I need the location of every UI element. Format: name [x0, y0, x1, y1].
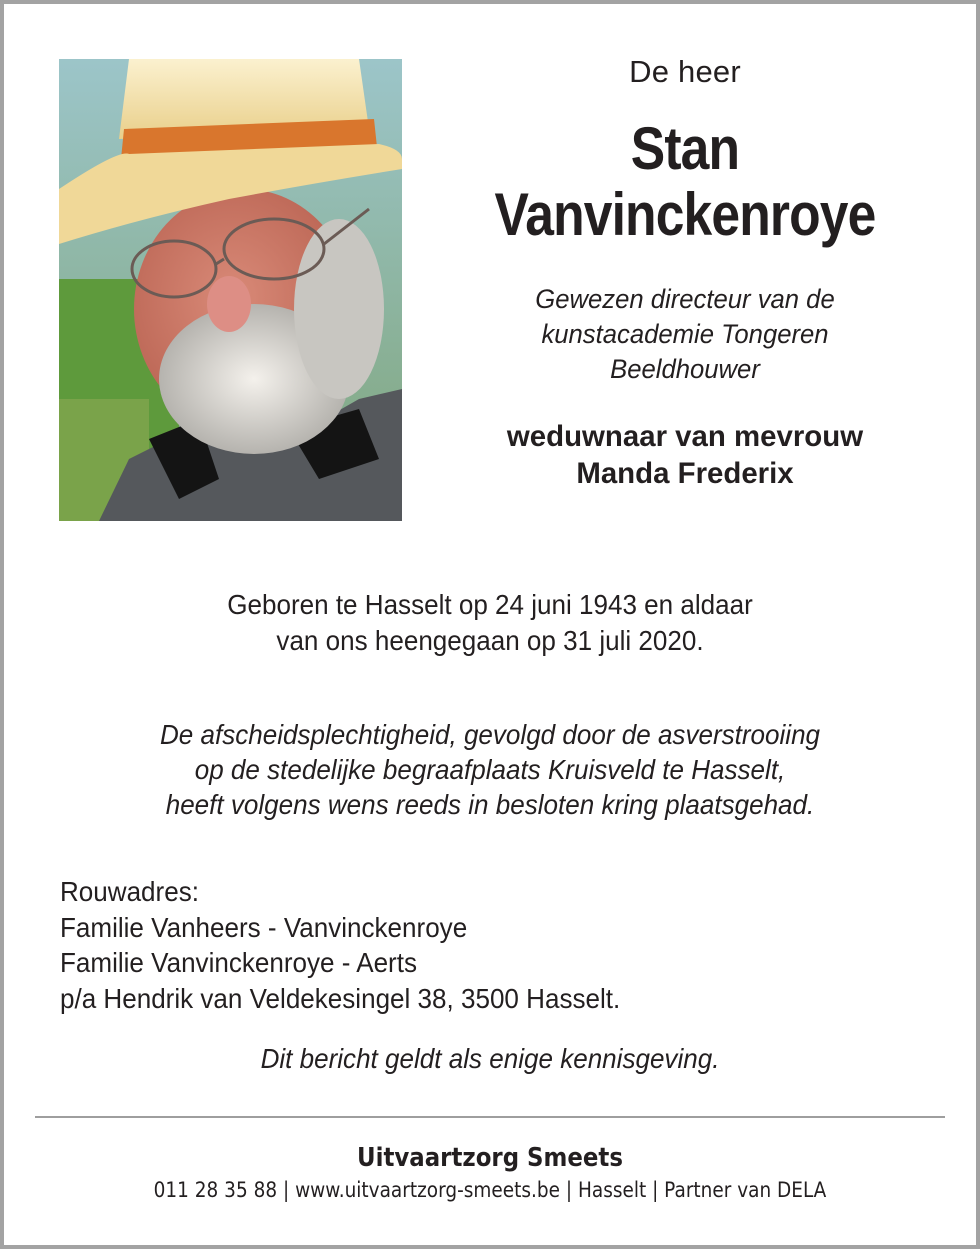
role-line: kunstacademie Tongeren	[541, 319, 829, 349]
ceremony-info	[34, 717, 945, 822]
spouse-line: weduwnaar van mevrouw	[506, 420, 864, 453]
funeral-home-contact: 011 28 35 88 | www.uitvaartzorg-smeets.be | Hasselt | Partner van DELA	[153, 1178, 827, 1202]
deceased-header	[430, 52, 940, 492]
birth-death-info	[34, 587, 945, 659]
footer-divider	[35, 1116, 945, 1118]
footer	[0, 1141, 980, 1204]
last-name: Vanvinckenroye	[494, 181, 876, 248]
death-line: van ons heengegaan op 31 juli 2020.	[276, 625, 704, 656]
salutation: De heer	[629, 54, 741, 89]
spouse-info	[435, 418, 935, 492]
address-line: Familie Vanheers - Vanvinckenroye	[60, 911, 468, 943]
closing-notice: Dit bericht geldt als enige kennisgeving.	[260, 1043, 720, 1074]
portrait-photo	[59, 59, 402, 521]
deceased-name	[466, 116, 905, 248]
address-label: Rouwadres:	[60, 876, 199, 907]
first-name: Stan	[630, 115, 740, 182]
ceremony-line: heeft volgens wens reeds in besloten kring plaatsgehad.	[165, 789, 815, 820]
roles	[443, 282, 928, 387]
funeral-home-name: Uitvaartzorg Smeets	[357, 1143, 623, 1173]
birth-line: Geboren te Hasselt op 24 juni 1943 en aldaar	[227, 589, 753, 620]
address-line: Familie Vanvinckenroye - Aerts	[60, 947, 417, 978]
ceremony-line: De afscheidsplechtigheid, gevolgd door de asverstrooiing	[159, 719, 821, 750]
ceremony-line: op de stedelijke begraafplaats Kruisveld te Hasselt,	[194, 754, 786, 785]
role-line: Beeldhouwer	[610, 354, 760, 384]
mourning-address	[60, 874, 620, 1016]
role-line: Gewezen directeur van de	[535, 284, 835, 314]
address-line: p/a Hendrik van Veldekesingel 38, 3500 Hasselt.	[60, 982, 621, 1014]
portrait-image	[59, 59, 402, 521]
spouse-line: Manda Frederix	[576, 457, 794, 490]
